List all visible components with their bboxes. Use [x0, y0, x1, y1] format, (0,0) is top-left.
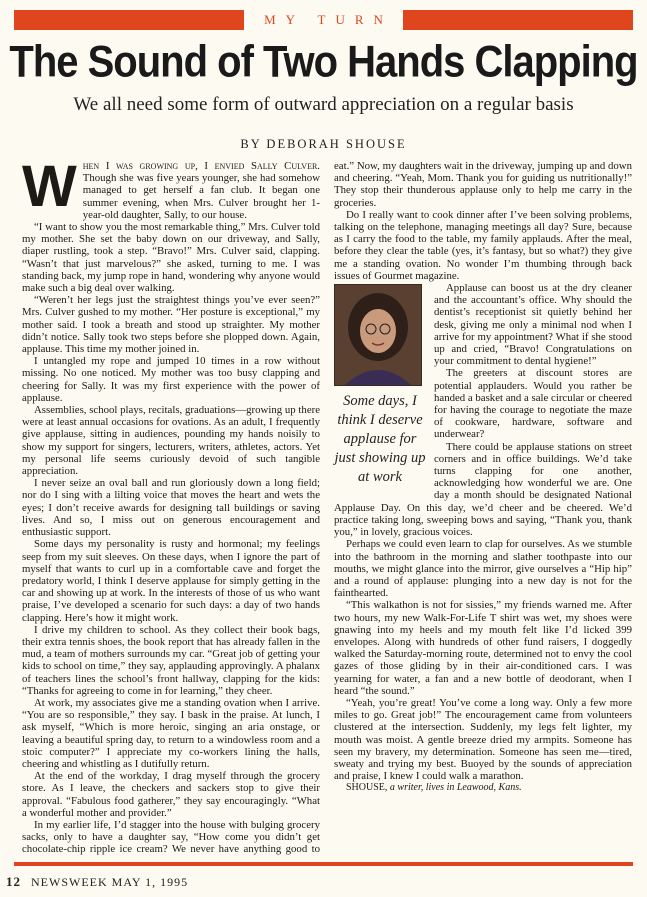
paragraph: There could be applause stations on street corners and in office buildings. We’d take turns clapping for one another, acknowledging how wonderful we are. One day a month should be designated National Applause Day. On this day, we’d cheer and be cheered. We’d practice taking long, sweeping bows and saying, “Thank you, thank you,” in lovely, gracious voices.: [334, 440, 632, 539]
page-number: 12: [6, 874, 21, 889]
signature-desc: a writer, lives in Leawood, Kans.: [387, 782, 522, 794]
article-deck: We all need some form of outward appreciation on a regular basis: [73, 94, 574, 115]
author-photo: [334, 284, 422, 386]
paragraph: Assemblies, school plays, recitals, graduations—growing up there were at least annual occasions for ovations. As an adult, I frequently give applause, sitting in audiences, pounding my hands noisily to show my support for singers, lecturers, writers, athletes, actors. Yet my personal life seems curiously devoid of such tangible appreciation.: [22, 404, 320, 478]
paragraph: At work, my associates give me a standing ovation when I arrive. “You are so responsible,” they say. I bask in the praise. At lunch, I ask myself, “Which is more heroic, singing an aria onstage, or leaving a beautiful spring day, to return to a windowless room and a stoic computer?” I appreciate my co-workers lining the halls, cheering and whistling as I dutifully return.: [22, 696, 320, 770]
paragraph: Do I really want to cook dinner after I’ve been solving problems, talking on the telephone, managing meetings all day? Sure, because as I carry the food to the table, my family applauds. After the meal, before they clear the table (yes, it’s fantasy, but so what?) they give me a standing ovation. No wonder I’m thumbing through back issues of Gourmet magazine.: [334, 208, 632, 282]
paragraph: I never seize an oval ball and run gloriously down a long field; nor do I sing with a lilting voice that moves the heart and wets the eyes; I don’t receive awards for designing tall buildings or saving lives. And so, I miss out on generous encouragement and enthusiastic support.: [22, 477, 320, 539]
paragraph: “I want to show you the most remarkable thing,” Mrs. Culver told my mother. She set the baby down on our driveway, and Sally, diaper rustling, took a step. “Bravo!” Mrs. Culver said, clapping. “Wasn’t that just marvelous?” she asked, turning to me. I was standing back, my jump rope in hand, wondering why anyone would make such a big deal over walking.: [22, 221, 320, 295]
paragraph: I drive my children to school. As they collect their book bags, their extra tennis shoes, the book report that has already fallen in the mud, a team of mothers surrounds my car. “Great job of getting your kids to school on time,” they say, applauding approvingly. A phalanx of teachers lines the school’s front hallway, clapping for the kids: “Thanks for agreeing to come in for learning,” they cheer.: [22, 623, 320, 697]
author-signature: [334, 782, 632, 794]
paragraph: I untangled my rope and jumped 10 times in a row without missing. No one noticed. My mother was too busy clapping and cheering for Sally. It was my first experience with the power of applause.: [22, 355, 320, 404]
paragraph: “This walkathon is not for sissies,” my friends warned me. After two hours, my new Walk-For-Life T shirt was wet, my shoes were gnawing into my heels and my mouth felt like I’d licked 399 envelopes. Along with hundreds of other fund raisers, I doggedly walked the Saturday-morning route, determined not to envy the cool gazes of those gliding by in their air-conditioned cars. I was yearning for water, a fan and a new bottle of deodorant, when I heard “the sound.”: [334, 599, 632, 697]
paragraph: Some days my personality is rusty and hormonal; my feelings seep from my suit sleeves. On these days, when I ignore the part of myself that wants to curl up in a comfortable cave and forget the predatory world, I think I deserve applause for simply getting in the car and showing up at work. In the interests of those of us who want praise, I’ve developed a scenario for such days: a day of two hands clapping. Here’s how it might work.: [22, 538, 320, 624]
paragraph: Applause can boost us at the dry cleaner and the accountant’s office. Why should the dentist’s receptionist sit quietly behind her desk, giving me only a minimal nod when I arrive for my appointment? What if she stood up and cried, “Bravo! Congratulations on your commitment to dental hygiene!”: [434, 282, 632, 368]
paragraph: “Weren’t her legs just the straightest things you’ve ever seen?” Mrs. Culver gushed to my mother. “Her posture is exceptional,” my mother said. I took a breath and stood up straighter. My mother didn’t notice. Sally took two steps before she plopped down. Again, applause. This time my mother joined in.: [22, 294, 320, 356]
paragraph: Perhaps we could even learn to clap for ourselves. As we stumble into the bathroom in the morning and slather toothpaste into our mouths, we might glance into the mirror, give ourselves a “Hip hip” and a round of applause: plunging into a new day is not for the fainthearted.: [334, 538, 632, 600]
drop-cap: W: [22, 154, 77, 219]
paragraph-lead: [22, 154, 320, 221]
section-banner: [14, 10, 633, 30]
article-byline: BY DEBORAH SHOUSE: [240, 137, 407, 151]
footer-rule: [14, 862, 633, 866]
author-portrait-image: [335, 285, 421, 385]
paragraph: The greeters at discount stores are potential applauders. Would you rather be handed a basket and a sale circular or cheered for having the courage to negotiate the maze of cookware, hardware, software and underwear?: [434, 367, 632, 441]
pull-quote: Some days, I think I deserve applause for just showing up at work: [334, 393, 426, 486]
folio: [6, 874, 188, 890]
magazine-name: NEWSWEEK: [31, 875, 108, 889]
photo-sidebar: [334, 284, 426, 487]
article-body: [22, 154, 632, 860]
article-headline: The Sound of Two Hands Clapping: [9, 37, 638, 87]
section-title: MY TURN: [244, 10, 403, 30]
paragraph: In my earlier life, I’d stagger into the house with bulging grocery sacks, only to have a daughter say, “How come you didn’t get chocolate-chip ripple ice cream? We never have anything good to eat.” Now, my daughters wait in the driveway, jumping up and down and cheering. “Yeah, Mom. Thank you for guiding us nutritionally!” They stop their thunderous applause only to help me carry in the groceries.: [22, 160, 632, 856]
paragraph: At the end of the workday, I drag myself through the grocery store. As I leave, the checkers and sackers stop to give their approval. “Fabulous food gatherer,” they say encouragingly. “What a wonderful mother and provider.”: [22, 770, 320, 819]
paragraph: “Yeah, you’re great! You’ve come a long way. Only a few more miles to go. Great job!” The encouragement came from volunteers clustered at the intersection. Suddenly, my legs felt lighter, my mouth was moist. A gentle breeze dried my armpits. Someone has seen my bravery, my determination. Someone has seen me—tired, sweaty and trying my best. Buoyed by the sounds of appreciation and praise, I knew I could walk a marathon.: [334, 696, 632, 783]
lead-in: hen I was growing up, I envied Sally Culver.: [82, 160, 320, 172]
signature-name: SHOUSE,: [346, 782, 388, 794]
issue-date: MAY 1, 1995: [111, 875, 189, 889]
paragraph-text: Though she was five years younger, she had somehow managed to get herself a fan club. It began one summer evening, when Mrs. Culver brought her 1-year-old daughter, Sally, to our house.: [82, 172, 320, 221]
